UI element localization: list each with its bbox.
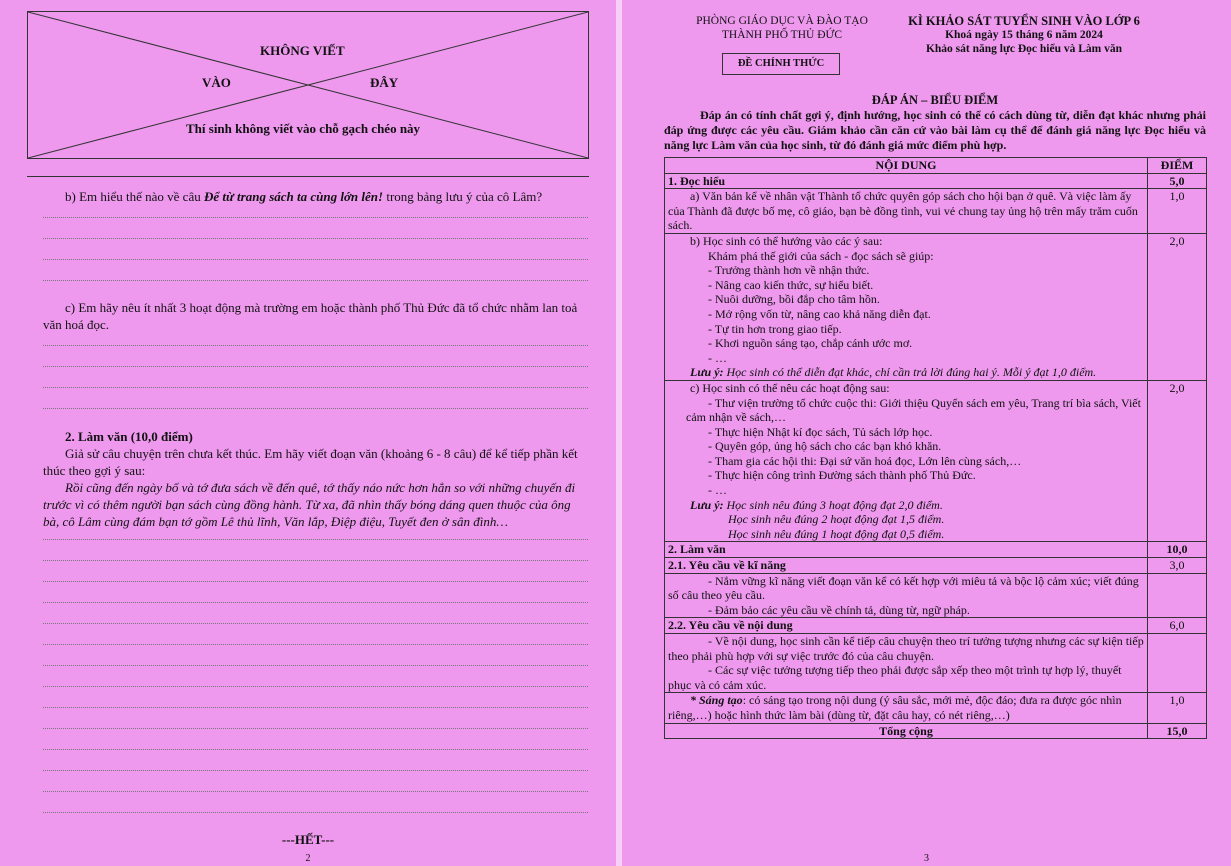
no-write-label: KHÔNG VIẾT: [256, 43, 349, 59]
skills-requirements: [665, 573, 1148, 618]
table-row: [665, 558, 1207, 574]
answer-line[interactable]: [43, 812, 588, 813]
points-cell: 1,0: [1148, 189, 1207, 234]
answer-line[interactable]: [43, 408, 588, 409]
note-label: Lưu ý:: [690, 365, 724, 380]
list-item: - Nuôi dưỡng, bồi đắp cho tâm hồn.: [708, 292, 880, 307]
answer-line[interactable]: [43, 602, 588, 603]
list-item: - Nâng cao kiến thức, sự hiểu biết.: [708, 277, 874, 292]
answer-line[interactable]: [43, 280, 588, 281]
total-points: 15,0: [1148, 723, 1207, 739]
table-row: [665, 380, 1207, 542]
creativity-criterion: [665, 693, 1148, 723]
page-number: 3: [924, 853, 929, 864]
list-item: - Quyên góp, ủng hộ sách cho các bạn khó khăn.: [708, 439, 942, 454]
answer-line[interactable]: [43, 728, 588, 729]
question-c: c) Em hãy nêu ít nhất 3 hoạt động mà trường em hoặc thành phố Thủ Đức đã tổ chức nhằm lan toả văn hoá đọc.: [43, 300, 578, 332]
writing-heading: 2. Làm văn (10,0 điểm): [65, 429, 193, 444]
answer-line[interactable]: [43, 581, 588, 582]
section-title: 2.1. Yêu cầu về kĩ năng: [665, 558, 1148, 574]
column-header-points: ĐIỂM: [1148, 158, 1207, 174]
official-badge: ĐỀ CHÍNH THỨC: [722, 53, 840, 75]
creativity-text: : có sáng tạo trong nội dung (ý sâu sắc, mới mẻ, độc đáo; đưa ra được góc nhìn riêng,…) hoặc hình thức làm bài (dùng từ, đặt câu hay, có nét riêng,…): [668, 693, 1122, 722]
answer-b-note: [668, 365, 1144, 380]
answer-line[interactable]: [43, 387, 588, 388]
answer-line[interactable]: [43, 238, 588, 239]
header-department-line: PHÒNG GIÁO DỤC VÀ ĐÀO TẠO: [696, 15, 868, 27]
list-item: - Đảm bảo các yêu cầu về chính tả, dùng từ, ngữ pháp.: [708, 602, 970, 617]
header-department: [682, 14, 882, 42]
answer-intro: Đáp án có tính chất gợi ý, định hướng, học sinh có thể có cách dùng từ, diễn đạt khác nhưng phải đáp ứng được các yêu cầu. Giám khảo cần căn cứ vào bài làm cụ thể để đánh giá năng lực Đọc hiểu và năng lực Làm văn của học sinh, từ đó đánh giá mức điểm phù hợp.: [664, 108, 1206, 152]
answer-line[interactable]: [43, 791, 588, 792]
table-row: [665, 693, 1207, 723]
no-write-box: [27, 11, 589, 159]
right-page: [622, 0, 1231, 866]
no-write-right-word: ĐÂY: [366, 75, 402, 91]
table-row: [665, 634, 1207, 693]
section-title: 2. Làm văn: [665, 542, 1148, 558]
creativity-label: * Sáng tạo: [690, 693, 743, 708]
points-cell: 6,0: [1148, 618, 1207, 634]
answer-line[interactable]: [43, 217, 588, 218]
content-requirements: [665, 634, 1148, 693]
list-item: - Tự tin hơn trong giao tiếp.: [708, 321, 842, 336]
answer-line[interactable]: [43, 259, 588, 260]
note-label: Lưu ý:: [690, 497, 724, 512]
answer-title: ĐÁP ÁN – BIỂU ĐIỂM: [871, 93, 999, 107]
list-item: - Các sự việc tưởng tượng tiếp theo phải được sắp xếp theo một trình tự hợp lý, thuyết phục và có cảm xúc.: [668, 663, 1122, 692]
answer-line[interactable]: [43, 560, 588, 561]
points-cell: 1,0: [1148, 693, 1207, 723]
answer-b-sub: Khám phá thế giới của sách - đọc sách sẽ giúp:: [708, 248, 934, 263]
list-item: - Thư viện trường tổ chức cuộc thi: Giới thiệu Quyển sách em yêu, Trang trí bìa sách, Viết cảm nhận về sách,…: [686, 395, 1141, 425]
table-header-row: [665, 158, 1207, 174]
answer-line[interactable]: [43, 345, 588, 346]
note-text: Học sinh nêu đúng 1 hoạt động đạt 0,5 điểm.: [728, 526, 945, 541]
answer-line[interactable]: [43, 644, 588, 645]
question-b-quote: Để từ trang sách ta cùng lớn lên!: [203, 189, 384, 204]
points-cell: [1148, 573, 1207, 618]
list-item: - Tham gia các hội thi: Đại sứ văn hoá đọc, Lớn lên cùng sách,…: [708, 453, 1022, 468]
points-cell: 2,0: [1148, 380, 1207, 542]
no-write-note: Thí sinh không viết vào chỗ gạch chéo này: [182, 121, 424, 137]
list-item: - Thực hiện công trình Đường sách thành phố Thủ Đức.: [708, 468, 976, 483]
writing-prompt: Giả sử câu chuyện trên chưa kết thúc. Em hãy viết đoạn văn (khoảng 6 - 8 câu) để kể tiếp phần kết thúc theo gợi ý sau:: [43, 446, 578, 478]
answer-line[interactable]: [43, 749, 588, 750]
answer-line[interactable]: [43, 366, 588, 367]
writing-hint: Rồi cũng đến ngày bố và tớ đưa sách về đến quê, tớ thấy náo nức hơn hẳn so với những chuyến đi trước vì có thêm người bạn sách cùng đồng hành. Từ xa, đã nhìn thấy bóng dáng quen thuộc của ông bà, cô Lâm cùng đám bạn tớ gồm Lê thủ lĩnh, Văn lắp, Điệp điệu, Tuyết đen ở sân đình…: [43, 480, 576, 529]
answer-b: [665, 233, 1148, 380]
total-label: Tổng cộng: [665, 723, 1148, 739]
no-write-left-word: VÀO: [198, 75, 235, 91]
section-title: 2.2. Yêu cầu về nội dung: [665, 618, 1148, 634]
separator-line: [27, 176, 589, 177]
list-item: - Mở rộng vốn từ, nâng cao khả năng diễn đạt.: [708, 306, 931, 321]
table-row: [665, 573, 1207, 618]
question-b-suffix: trong bảng lưu ý của cô Lâm?: [383, 189, 543, 204]
answer-line[interactable]: [43, 686, 588, 687]
header-exam-date: Khoá ngày 15 tháng 6 năm 2024: [945, 29, 1103, 41]
header-exam: [894, 14, 1154, 56]
table-row: [665, 189, 1207, 234]
list-item: - Khơi nguồn sáng tạo, chắp cánh ước mơ.: [708, 336, 913, 351]
list-item: - Nắm vững kĩ năng viết đoạn văn kể có kết hợp với miêu tả và bộc lộ cảm xúc; viết đúng số câu theo yêu cầu.: [668, 573, 1139, 603]
question-b: [43, 188, 588, 205]
table-row: [665, 233, 1207, 380]
question-b-prefix: b) Em hiểu thế nào về câu: [65, 189, 204, 204]
answer-line[interactable]: [43, 770, 588, 771]
answer-c-note: [668, 498, 1144, 513]
header-exam-title: KÌ KHẢO SÁT TUYỂN SINH VÀO LỚP 6: [908, 14, 1140, 28]
header-exam-subject: Khảo sát năng lực Đọc hiểu và Làm văn: [925, 43, 1123, 55]
points-cell: [1148, 634, 1207, 693]
table-row: [665, 173, 1207, 189]
points-cell: 10,0: [1148, 542, 1207, 558]
answer-c: [665, 380, 1148, 542]
section-title: 1. Đọc hiểu: [665, 173, 1148, 189]
header-department-line: THÀNH PHỐ THỦ ĐỨC: [721, 29, 843, 41]
answer-line[interactable]: [43, 665, 588, 666]
end-mark: ---HẾT---: [281, 832, 335, 847]
list-item: - Trưởng thành hơn về nhận thức.: [708, 263, 870, 278]
note-text: Học sinh nêu đúng 2 hoạt động đạt 1,5 điểm.: [728, 512, 945, 527]
answer-line[interactable]: [43, 623, 588, 624]
note-text: Học sinh nêu đúng 3 hoạt động đạt 2,0 điểm.: [723, 497, 943, 512]
page-number: 2: [305, 853, 311, 864]
answer-line[interactable]: [43, 707, 588, 708]
table-row: [665, 618, 1207, 634]
answer-b-intro: b) Học sinh có thể hướng vào các ý sau:: [690, 233, 883, 248]
answer-c-intro: c) Học sinh có thể nêu các hoạt động sau:: [690, 380, 890, 395]
column-header-content: NỘI DUNG: [665, 158, 1148, 174]
points-cell: 3,0: [1148, 558, 1207, 574]
answer-line[interactable]: [43, 539, 588, 540]
points-cell: 2,0: [1148, 233, 1207, 380]
note-text: Học sinh có thể diễn đạt khác, chỉ cần trả lời đúng hai ý. Mỗi ý đạt 1,0 điểm.: [723, 365, 1097, 380]
list-item: - …: [708, 483, 727, 498]
total-row: [665, 723, 1207, 739]
list-item: - Thực hiện Nhật kí đọc sách, Tủ sách lớp học.: [708, 424, 933, 439]
list-item: - Về nội dung, học sinh cần kể tiếp câu chuyện theo trí tưởng tượng nhưng các sự kiện tiếp theo phải phù hợp với sự việc trước đó của câu chuyện.: [668, 634, 1144, 663]
scoring-table: [664, 157, 1207, 739]
list-item: - …: [708, 350, 727, 365]
points-cell: 5,0: [1148, 173, 1207, 189]
answer-a: a) Văn bản kể về nhân vật Thành tổ chức quyên góp sách cho hội bạn ở quê. Và việc làm ấy của Thành đã được bố mẹ, cô giáo, bạn bè đồng tình, vui vẻ chung tay ủng hộ trên mấy trăm cuốn sách.: [665, 189, 1148, 234]
table-row: [665, 542, 1207, 558]
